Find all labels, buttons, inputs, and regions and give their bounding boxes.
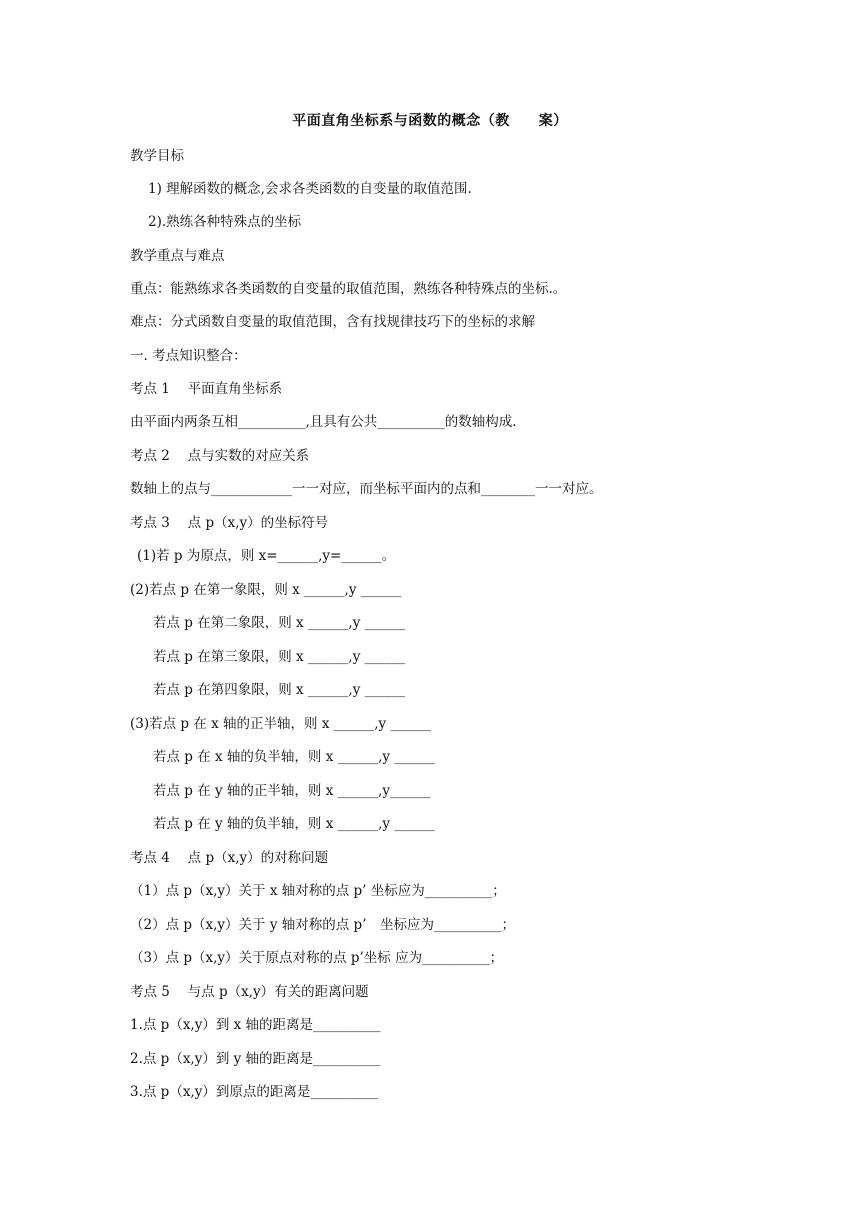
topic-4-item-3: （3）点 p（x,y）关于原点对称的点 p’坐标 应为__________； <box>130 950 504 966</box>
document-title: 平面直角坐标系与函数的概念（教 案） <box>292 113 568 129</box>
topic-3-item-2-q4: 若点 p 在第四象限，则 x ______,y ______ <box>153 682 406 698</box>
topic-5-heading: 考点 5 与点 p（x,y）有关的距离问题 <box>130 984 369 1000</box>
topic-3-item-3-ypos: 若点 p 在 y 轴的正半轴，则 x ______,y______ <box>153 783 431 799</box>
topic-3-item-2-q2: 若点 p 在第二象限，则 x ______,y ______ <box>153 615 406 631</box>
topic-1-text: 由平面内两条互相__________,且具有公共__________的数轴构成. <box>130 414 517 430</box>
topic-2-text: 数轴上的点与____________一一对应，而坐标平面内的点和________一一对应。 <box>130 481 603 497</box>
topic-3-item-3-xneg: 若点 p 在 x 轴的负半轴，则 x ______,y ______ <box>153 749 435 765</box>
topic-4-item-1: （1）点 p（x,y）关于 x 轴对称的点 p’ 坐标应为__________； <box>130 883 506 899</box>
topic-2-heading: 考点 2 点与实数的对应关系 <box>130 448 310 464</box>
topic-3-item-2-q3: 若点 p 在第三象限，则 x ______,y ______ <box>153 649 406 665</box>
topic-3-heading: 考点 3 点 p（x,y）的坐标符号 <box>130 515 329 531</box>
key-point-text: 重点：能熟练求各类函数的自变量的取值范围，熟练各种特殊点的坐标.。 <box>130 281 567 297</box>
topic-4-heading: 考点 4 点 p（x,y）的对称问题 <box>130 850 329 866</box>
topic-5-item-2: 2.点 p（x,y）到 y 轴的距离是__________ <box>130 1051 381 1067</box>
topic-1-heading: 考点 1 平面直角坐标系 <box>130 381 283 397</box>
topic-5-item-1: 1.点 p（x,y）到 x 轴的距离是__________ <box>130 1017 381 1033</box>
topic-4-item-2: （2）点 p（x,y）关于 y 轴对称的点 p’ 坐标应为__________； <box>130 917 515 933</box>
section-teaching-goals: 教学目标 <box>130 148 184 164</box>
section-knowledge: 一. 考点知识整合： <box>130 348 247 364</box>
topic-3-item-3-xpos: (3)若点 p 在 x 轴的正半轴，则 x ______,y ______ <box>130 716 431 732</box>
goal-item-1: 1) 理解函数的概念,会求各类函数的自变量的取值范围. <box>148 181 472 197</box>
topic-3-item-2-q1: (2)若点 p 在第一象限，则 x ______,y ______ <box>130 582 402 598</box>
topic-3-item-3-yneg: 若点 p 在 y 轴的负半轴，则 x ______,y ______ <box>153 816 435 832</box>
topic-5-item-3: 3.点 p（x,y）到原点的距离是__________ <box>130 1084 378 1100</box>
topic-3-item-1: (1)若 p 为原点，则 x=______,y=______。 <box>137 548 396 564</box>
goal-item-2: 2).熟练各种特殊点的坐标 <box>148 214 302 230</box>
section-key-points: 教学重点与难点 <box>130 248 225 264</box>
difficult-point-text: 难点：分式函数自变量的取值范围，含有找规律技巧下的坐标的求解 <box>130 314 535 330</box>
